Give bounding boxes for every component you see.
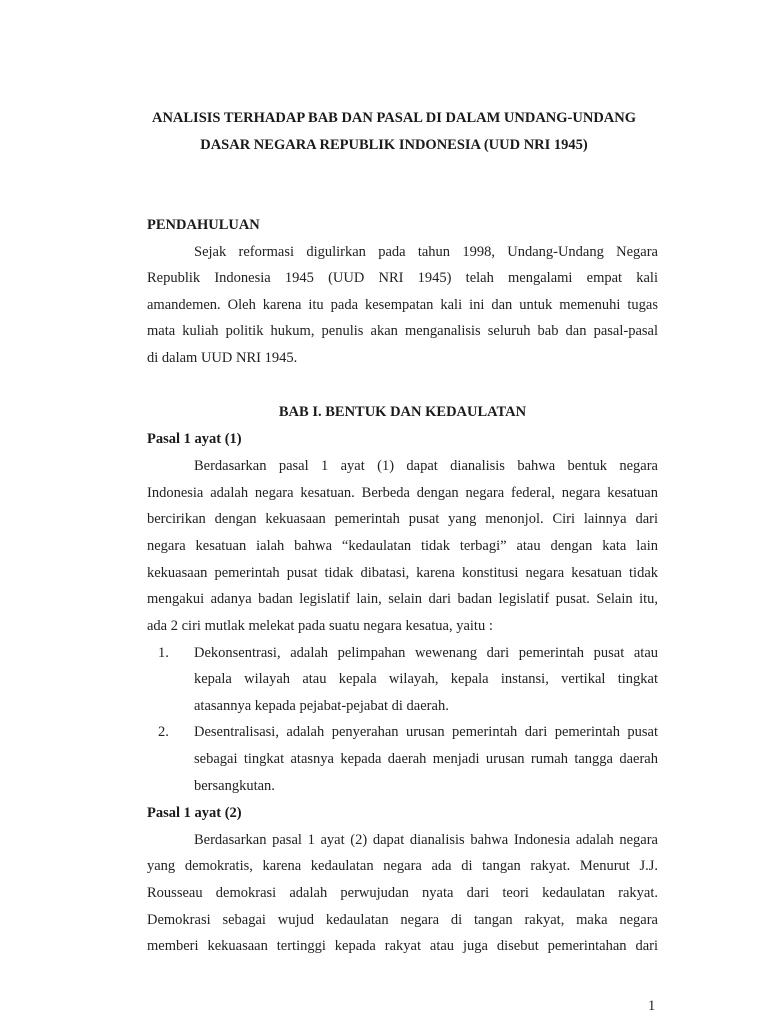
paragraph-line: memberi kekuasaan tertinggi kepada rakyat atau juga disebut pemerintahan dari <box>147 938 658 954</box>
list-item-number: 2. <box>158 724 169 740</box>
paragraph-line: Sejak reformasi digulirkan pada tahun 1998, Undang-Undang Negara <box>194 244 658 260</box>
chapter-heading-bab-1: BAB I. BENTUK DAN KEDAULATAN <box>278 404 527 420</box>
paragraph-line: Berdasarkan pasal 1 ayat (2) dapat dianalisis bahwa Indonesia adalah negara <box>194 832 658 848</box>
list-item-line: sebagai tingkat atasnya kepada daerah menjadi urusan rumah tangga daerah <box>194 751 658 767</box>
page-number: 1 <box>648 998 656 1014</box>
list-item-line: bersangkutan. <box>194 778 275 794</box>
article-heading-pasal-1-ayat-2: Pasal 1 ayat (2) <box>147 805 242 821</box>
paragraph-line: Indonesia adalah negara kesatuan. Berbeda dengan negara federal, negara kesatuan <box>147 485 658 501</box>
paragraph-line: amandemen. Oleh karena itu pada kesempatan kali ini dan untuk memenuhi tugas <box>147 297 658 313</box>
list-item-line: Desentralisasi, adalah penyerahan urusan pemerintah dari pemerintah pusat <box>194 724 658 740</box>
paragraph-line: kekuasaan pemerintah pusat tidak dibatasi, karena konstitusi negara kesatuan tidak <box>147 565 658 581</box>
list-item-line: Dekonsentrasi, adalah pelimpahan wewenang dari pemerintah pusat atau <box>194 645 658 661</box>
section-heading-pendahuluan: PENDAHULUAN <box>147 217 260 233</box>
paragraph-line: bercirikan dengan kekuasaan pemerintah pusat yang menonjol. Ciri lainnya dari <box>147 511 658 527</box>
paragraph-line: mata kuliah politik hukum, penulis akan menganalisis seluruh bab dan pasal-pasal <box>147 323 658 339</box>
paragraph-line: Demokrasi sebagai wujud kedaulatan negara di tangan rakyat, maka negara <box>147 912 658 928</box>
paragraph-line: di dalam UUD NRI 1945. <box>147 350 298 366</box>
article-heading-pasal-1-ayat-1: Pasal 1 ayat (1) <box>147 431 242 447</box>
document-title-line-1: ANALISIS TERHADAP BAB DAN PASAL DI DALAM UNDANG-UNDANG <box>151 110 637 126</box>
paragraph-line: negara kesatuan ialah bahwa “kedaulatan tidak terbagi” atau dengan kata lain <box>147 538 658 554</box>
document-title-line-2: DASAR NEGARA REPUBLIK INDONESIA (UUD NRI 1945) <box>200 137 588 153</box>
paragraph-line: Berdasarkan pasal 1 ayat (1) dapat dianalisis bahwa bentuk negara <box>194 458 658 474</box>
paragraph-line: Rousseau demokrasi adalah perwujudan nyata dari teori kedaulatan rakyat. <box>147 885 658 901</box>
paragraph-line: yang demokratis, karena kedaulatan negara ada di tangan rakyat. Menurut J.J. <box>147 858 658 874</box>
paragraph-line: ada 2 ciri mutlak melekat pada suatu negara kesatua, yaitu : <box>147 618 493 634</box>
list-item-number: 1. <box>158 645 169 661</box>
list-item-line: atasannya kepada pejabat-pejabat di daerah. <box>194 698 449 714</box>
paragraph-line: mengakui adanya badan legislatif lain, selain dari badan legislatif pusat. Selain itu, <box>147 591 658 607</box>
list-item-line: kepala wilayah atau kepala wilayah, kepala instansi, vertikal tingkat <box>194 671 658 687</box>
paragraph-line: Republik Indonesia 1945 (UUD NRI 1945) telah mengalami empat kali <box>147 270 658 286</box>
